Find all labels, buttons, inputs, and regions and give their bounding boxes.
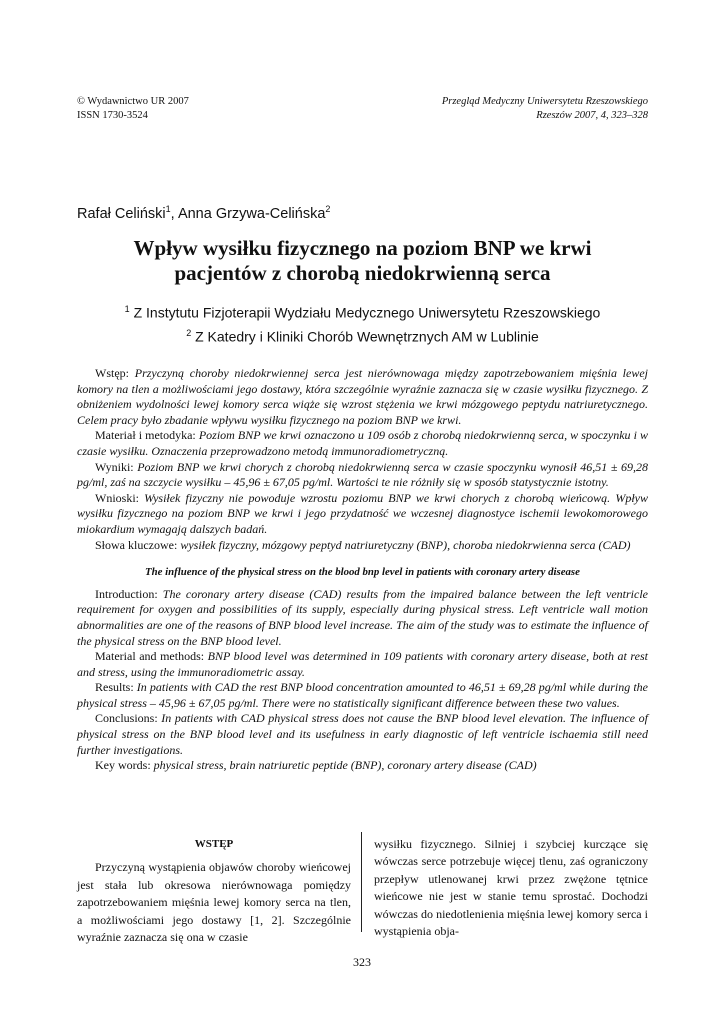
page-number: 323 xyxy=(353,955,371,969)
affiliation-1-num: 1 xyxy=(124,304,130,314)
abstract-text: Poziom BNP we krwi oznaczono u 109 osób z chorobą niedokrwienną serca, w spoczynku i w czasie wysiłku. Oznaczenia przeprowadzono metodą immunoradiometryczną. xyxy=(77,428,648,458)
abstract-label: Results: xyxy=(95,680,137,695)
abstract-label: Key words: xyxy=(95,758,154,773)
abstract-pl-conclusions xyxy=(77,491,648,538)
section-heading: WSTĘP xyxy=(194,838,234,850)
abstract-text: In patients with CAD physical stress does not cause the BNP blood level elevation. The influence of physical stress on the BNP blood level and its usefulness in early diagnostic of left ventricle ischaemia still need further investigations. xyxy=(77,711,648,757)
abstract-label: Wstęp: xyxy=(95,366,135,380)
issn-line: ISSN 1730-3524 xyxy=(77,110,148,121)
journal-issue: Rzeszów 2007, 4, 323–328 xyxy=(536,110,648,121)
column-divider xyxy=(361,832,362,932)
abstract-text: The coronary artery disease (CAD) results from the impaired balance between the left ventricle requirement for oxygen and possibilities of its supply, especially during physical stress. Left ventricle wall motion abnormalities are one of the reasons of BNP blood level increase. The aim of the study was to estimate the influence of the physical stress on the BNP blood level. xyxy=(77,586,648,648)
abstract-en-intro xyxy=(77,587,648,649)
affiliation-2-num: 2 xyxy=(186,327,192,338)
author-2: Anna Grzywa-Celińska xyxy=(177,205,326,222)
abstract-en-results xyxy=(77,680,648,711)
author-1: Rafał Celiński xyxy=(77,205,166,222)
article-title xyxy=(77,236,648,286)
abstract-en-conclusions xyxy=(77,711,648,758)
affiliation-2 xyxy=(77,323,648,347)
author-2-affil: 2 xyxy=(325,204,331,214)
affiliation-1-text: Z Instytutu Fizjoterapii Wydziału Medycznego Uniwersytetu Rzeszowskiego xyxy=(129,304,601,321)
abstract-label: Wyniki: xyxy=(95,459,138,474)
abstract-text: In patients with CAD the rest BNP blood concentration amounted to 46,51 ± 69,28 pg/ml while during the physical stress – 45,96 ± 67,05 pg/ml. There were no statistically significant difference between these two values. xyxy=(77,680,649,710)
body-paragraph: wysiłku fizycznego. Silniej i szybciej kurczące się wówczas serce potrzebuje więcej tlenu, zaś ograniczony przepływ utlenowanej krwi przez zwężone tętnice wieńcowe nie jest w stanie temu sprostać. Dochodzi wówczas do niedotlenienia mięśnia lewej komory serca i wystąpienia obja- xyxy=(374,837,648,939)
abstract-text: Przyczyną choroby niedokrwiennej serca jest nierównowaga między zapotrzebowaniem mięśnia lewej komory na tlen a możliwościami jego dostawy, która szczególnie wyraźnie zaznacza się w czasie wysiłku fizycznego. Z obniżeniem wydolności lewej komory serca wiąże się wzrost stężenia we krwi mózgowego peptydu natriuretycznego. Celem pracy było zbadanie wpływu wysiłku fizycznego na poziom BNP we krwi. xyxy=(77,366,649,427)
abstract-label: Słowa kluczowe: xyxy=(95,537,181,552)
abstract-en-methods xyxy=(77,649,648,680)
abstract-label: Material and methods: xyxy=(95,649,208,664)
abstract-label: Conclusions: xyxy=(95,711,162,726)
publisher-line: © Wydawnictwo UR 2007 xyxy=(77,96,189,107)
abstract-pl-keywords xyxy=(77,538,648,554)
body-column-right xyxy=(374,836,648,940)
abstract-label: Wnioski: xyxy=(95,490,145,505)
english-title: The influence of the physical stress on the blood bnp level in patients with coronary artery disease xyxy=(145,566,580,579)
affiliations xyxy=(77,299,648,346)
abstract-text: Poziom BNP we krwi chorych z chorobą niedokrwienną serca w czasie spoczynku wynosił 46,51 ± 69,28 pg/ml, zaś na szczycie wysiłku – 45,96 ± 67,05 pg/ml. Wartości te nie różniły się w sposób statystycznie istotny. xyxy=(77,459,649,490)
abstract-text: Wysiłek fizyczny nie powoduje wzrostu poziomu BNP we krwi chorych z chorobą wieńcową. Wpływ wysiłku fizycznego na poziom BNP we krwi i jego przydatność we wczesnej diagnostyce ischemii lewokomorowego miokardium wymagają dalszych badań. xyxy=(77,490,649,536)
affiliation-2-text: Z Katedry i Kliniki Chorób Wewnętrznych AM w Lublinie xyxy=(191,328,539,345)
publisher-info xyxy=(77,95,189,123)
abstract-text: BNP blood level was determined in 109 patients with coronary artery disease, both at rest and stress, using the immunoradiometric assay. xyxy=(77,649,648,679)
author-1-affil: 1 xyxy=(165,204,171,214)
abstract-pl-methods xyxy=(77,428,648,459)
abstract-text: wysiłek fizyczny, mózgowy peptyd natriuretyczny (BNP), choroba niedokrwienna serca (CAD) xyxy=(180,537,631,552)
body-column-left xyxy=(77,836,351,946)
title-line-2: pacjentów z chorobą niedokrwienną serca xyxy=(174,261,551,285)
abstract-en-keywords xyxy=(77,758,648,774)
abstract-label: Introduction: xyxy=(95,586,163,601)
abstract-pl-results xyxy=(77,460,648,491)
journal-name: Przegląd Medyczny Uniwersytetu Rzeszowskiego xyxy=(441,96,648,107)
journal-info xyxy=(442,95,648,123)
body-paragraph: Przyczyną wystąpienia objawów choroby wieńcowej jest stała lub okresowa nierównowaga pomiędzy zapotrzebowaniem mięśnia lewej komory serca na tlen, a możliwościami jego dostawy [1, 2]. Szczególnie wyraźnie zaznacza się ona w czasie xyxy=(77,860,351,945)
abstract-label: Materiał i metodyka: xyxy=(95,428,199,443)
title-line-1: Wpływ wysiłku fizycznego na poziom BNP we krwi xyxy=(133,236,592,260)
abstract-text: physical stress, brain natriuretic peptide (BNP), coronary artery disease (CAD) xyxy=(153,758,537,773)
abstract-pl-intro xyxy=(77,366,648,428)
author-list xyxy=(77,204,330,222)
abstract xyxy=(77,366,648,774)
affiliation-1 xyxy=(77,299,648,323)
author-separator: , xyxy=(170,205,178,222)
